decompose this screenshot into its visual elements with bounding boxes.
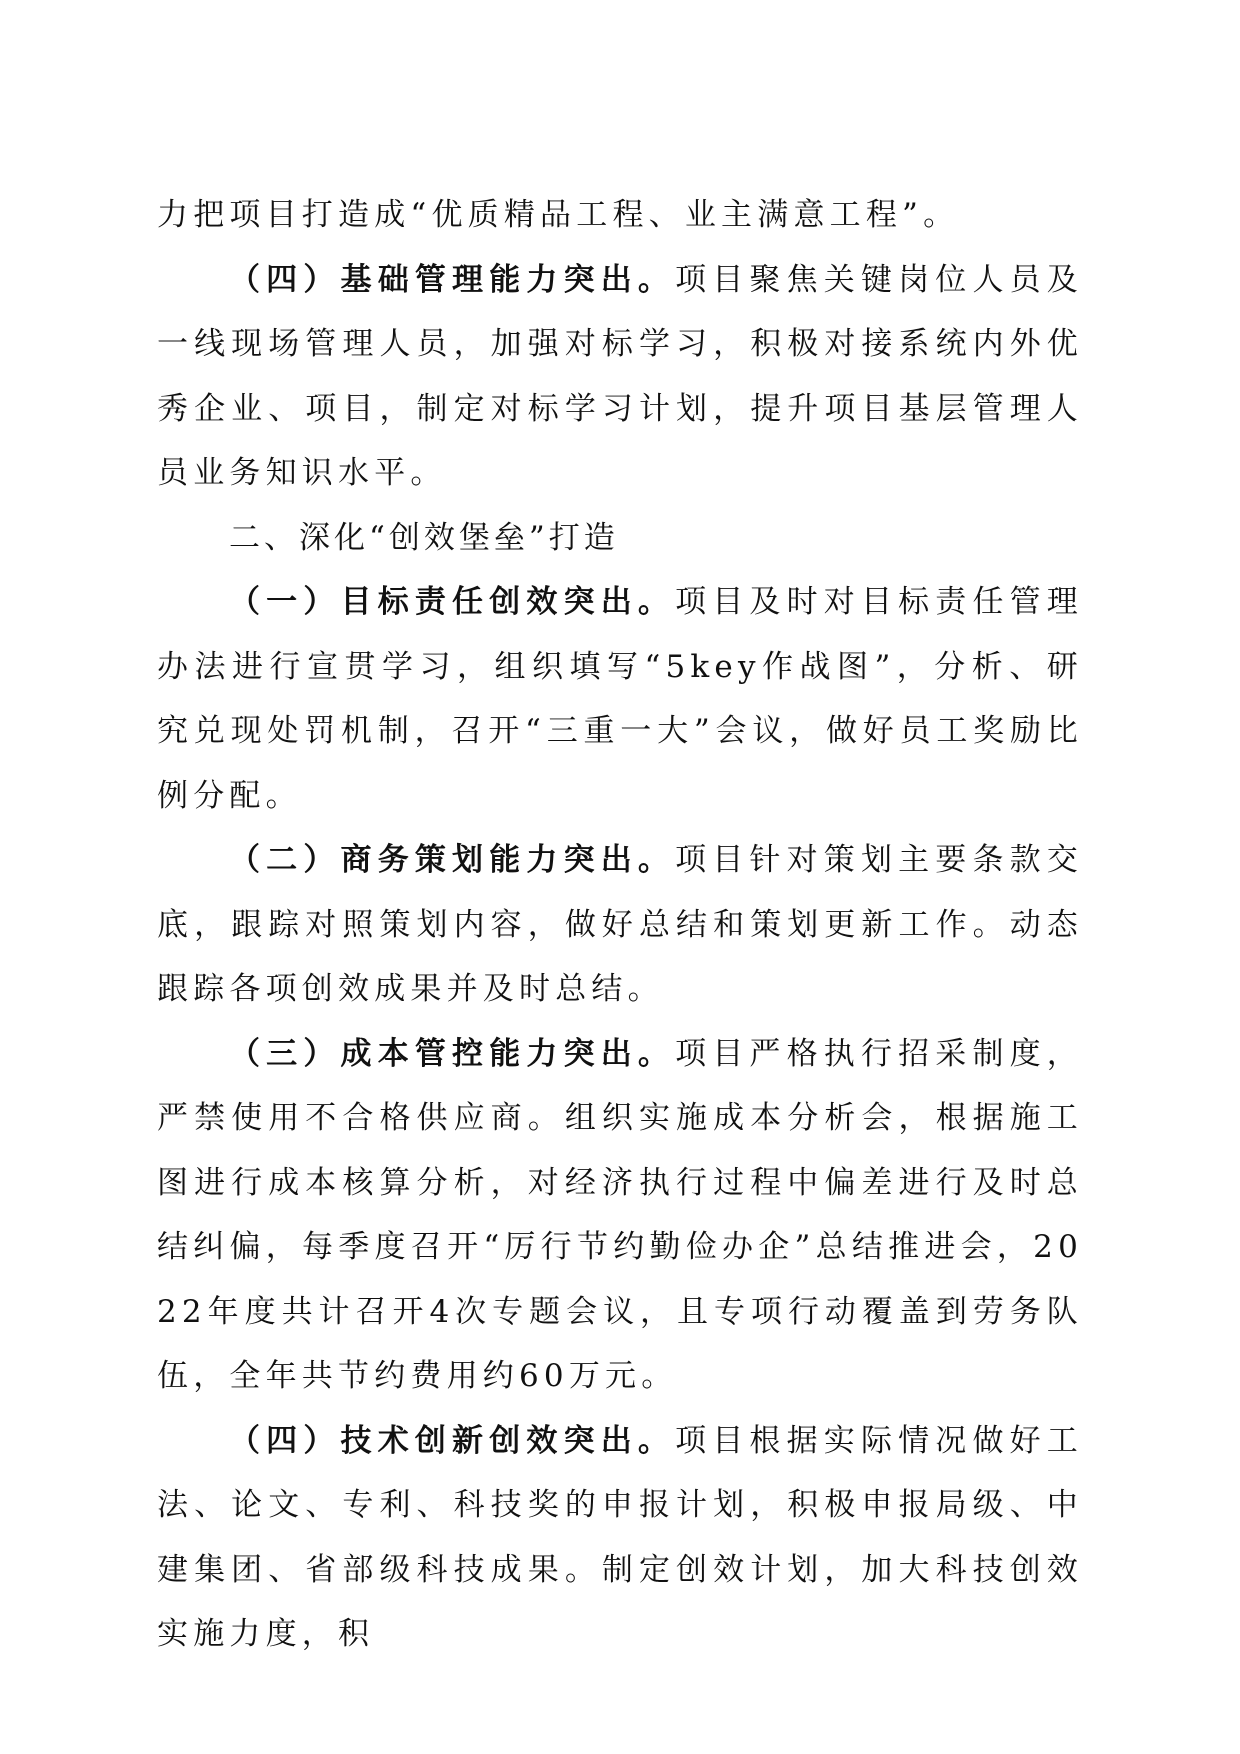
paragraph-target-responsibility bbox=[157, 570, 1083, 828]
paragraph-continuation bbox=[157, 183, 1083, 248]
paragraph-text: 项目及时对目标责任管理办法进行宣贯学习，组织填写“5key作战图”，分析、研究兑现处罚机制，召开“三重一大”会议，做好员工奖励比例分配。 bbox=[157, 584, 1084, 814]
paragraph-text: 项目严格执行招采制度，严禁使用不合格供应商。组织实施成本分析会，根据施工图进行成本核算分析，对经济执行过程中偏差进行及时总结纠偏，每季度召开“厉行节约勤俭办企”总结推进会，2022年度共计召开4次专题会议，且专项行动覆盖到劳务队伍，全年共节约费用约60万元。 bbox=[157, 1035, 1084, 1394]
paragraph-text: 项目聚焦关键岗位人员及一线现场管理人员，加强对标学习，积极对接系统内外优秀企业、项目，制定对标学习计划，提升项目基层管理人员业务知识水平。 bbox=[157, 261, 1084, 491]
paragraph-lead: （三）成本管控能力突出。 bbox=[229, 1035, 676, 1072]
body-text bbox=[157, 183, 1083, 1667]
paragraph-lead: （四）基础管理能力突出。 bbox=[229, 261, 676, 298]
paragraph-text: 项目根据实际情况做好工法、论文、专利、科技奖的申报计划，积极申报局级、中建集团、省部级科技成果。制定创效计划，加大科技创效实施力度，积 bbox=[157, 1422, 1084, 1652]
paragraph-lead: （四）技术创新创效突出。 bbox=[229, 1422, 676, 1459]
section-heading bbox=[157, 506, 1083, 571]
paragraph-text: 项目针对策划主要条款交底，跟踪对照策划内容，做好总结和策划更新工作。动态跟踪各项创效成果并及时总结。 bbox=[157, 842, 1084, 1007]
paragraph-text: 力把项目打造成“优质精品工程、业主满意工程”。 bbox=[157, 197, 960, 233]
paragraph-business-planning bbox=[157, 828, 1083, 1022]
paragraph-tech-innovation bbox=[157, 1409, 1083, 1667]
section-heading-text: 二、深化“创效堡垒”打造 bbox=[229, 519, 619, 556]
paragraph-basic-management bbox=[157, 248, 1083, 506]
paragraph-cost-control bbox=[157, 1022, 1083, 1409]
paragraph-lead: （一）目标责任创效突出。 bbox=[229, 584, 676, 620]
paragraph-lead: （二）商务策划能力突出。 bbox=[229, 842, 676, 878]
